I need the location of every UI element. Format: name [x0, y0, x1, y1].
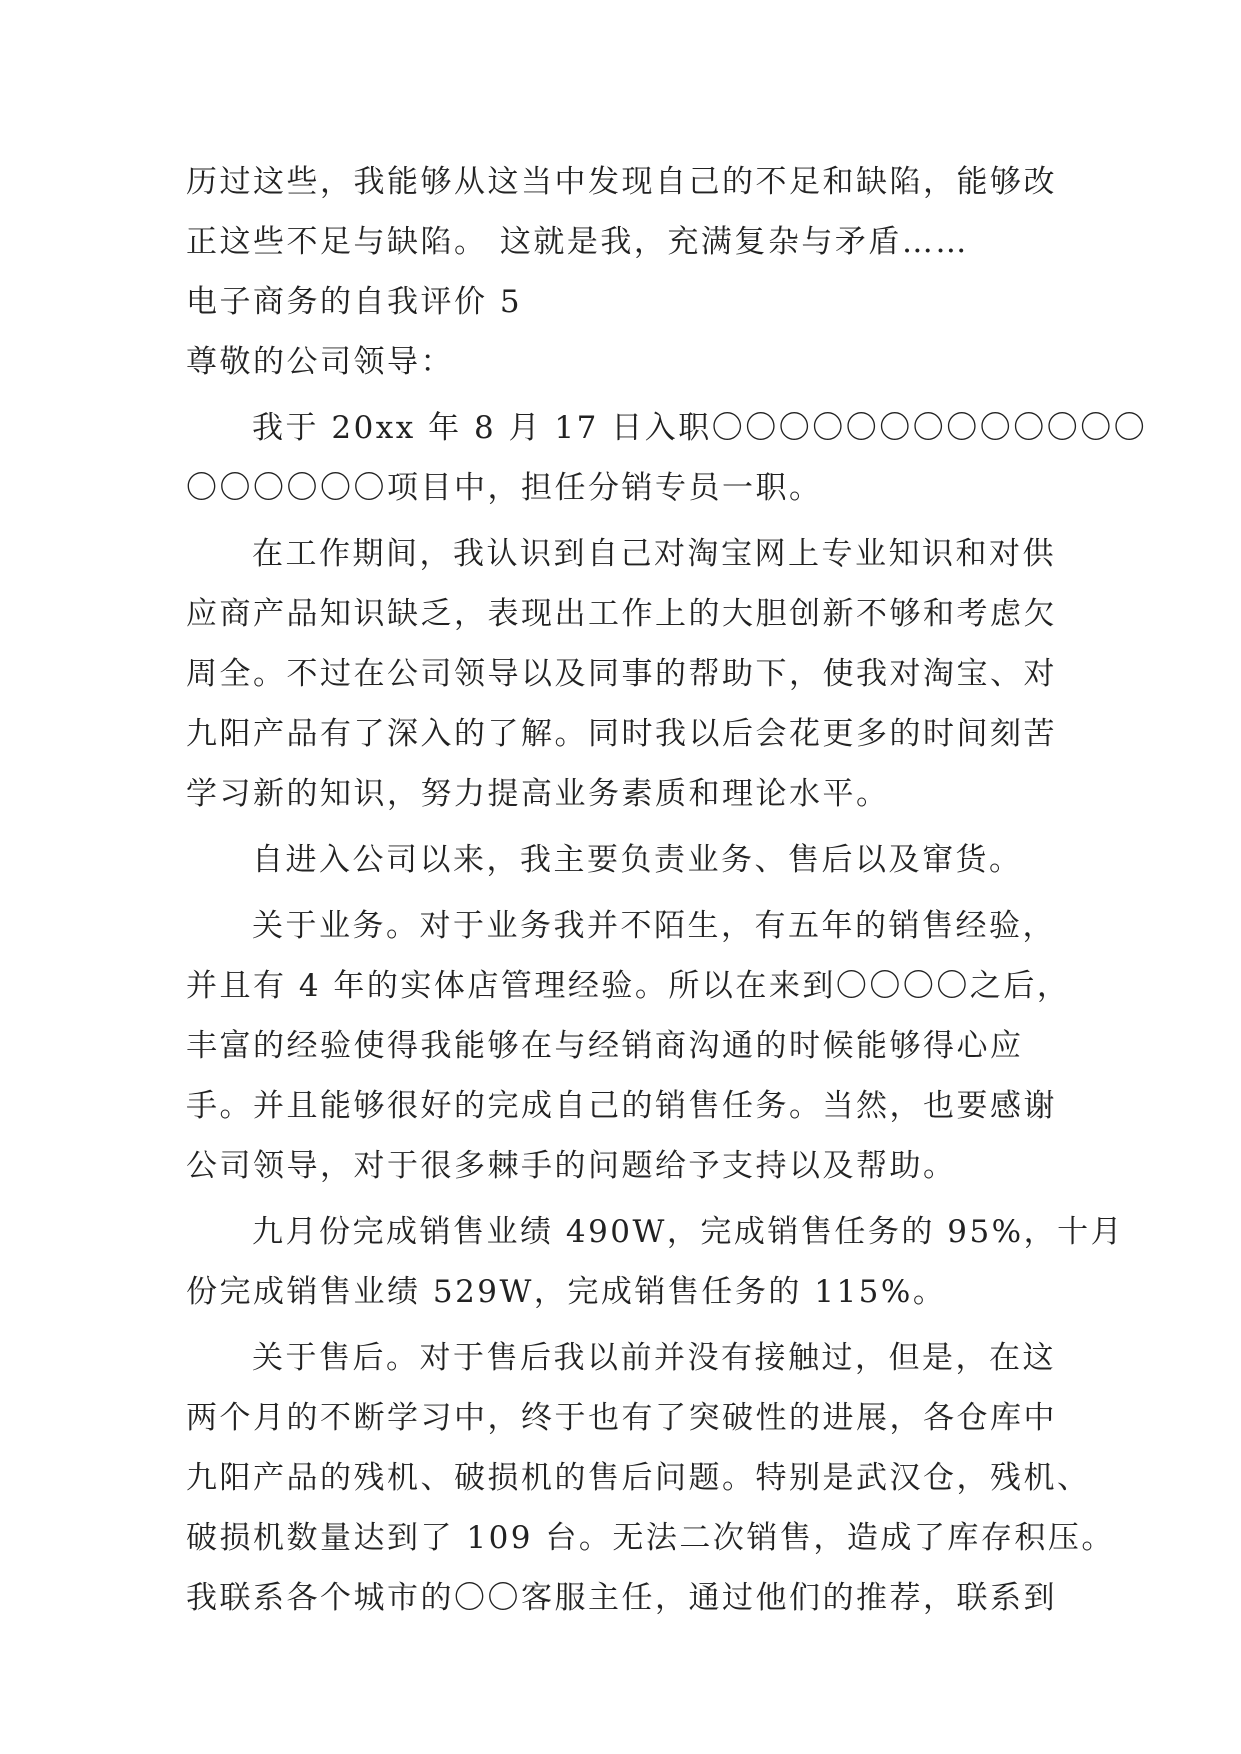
paragraph-start: 我于 20xx 年 8 月 17 日入职〇〇〇〇〇〇〇〇〇〇〇〇〇: [252, 410, 1148, 446]
paragraph-start: 九月份完成销售业绩 490W，完成销售任务的 95%，十月: [252, 1214, 1125, 1250]
text-line: 学习新的知识，努力提高业务素质和理论水平。: [186, 776, 890, 812]
text-line: 九阳产品有了深入的了解。同时我以后会花更多的时间刻苦: [186, 716, 1057, 752]
paragraph-start: 关于售后。对于售后我以前并没有接触过，但是，在这: [252, 1340, 1056, 1376]
salutation: 尊敬的公司领导：: [186, 344, 454, 380]
text-line: 应商产品知识缺乏，表现出工作上的大胆创新不够和考虑欠: [186, 596, 1057, 632]
paragraph-start: 关于业务。对于业务我并不陌生，有五年的销售经验，: [252, 908, 1056, 944]
text-line: 正这些不足与缺陷。 这就是我，充满复杂与矛盾……: [186, 224, 969, 260]
text-line: 〇〇〇〇〇〇项目中，担任分销专员一职。: [186, 470, 823, 506]
text-line: 历过这些，我能够从这当中发现自己的不足和缺陷，能够改: [186, 164, 1057, 200]
paragraph-start: 自进入公司以来，我主要负责业务、售后以及窜货。: [252, 842, 1023, 878]
text-line: 两个月的不断学习中，终于也有了突破性的进展，各仓库中: [186, 1400, 1057, 1436]
paragraph-start: 在工作期间，我认识到自己对淘宝网上专业知识和对供: [252, 536, 1056, 572]
document-body: [186, 152, 1148, 1628]
text-line: 丰富的经验使得我能够在与经销商沟通的时候能够得心应: [186, 1028, 1024, 1064]
text-line: 破损机数量达到了 109 台。无法二次销售，造成了库存积压。: [186, 1520, 1115, 1556]
text-line: 我联系各个城市的〇〇客服主任，通过他们的推荐，联系到: [186, 1580, 1057, 1616]
text-line: 公司领导，对于很多棘手的问题给予支持以及帮助。: [186, 1148, 957, 1184]
text-line: 份完成销售业绩 529W，完成销售任务的 115%。: [186, 1274, 947, 1310]
text-line: 并且有 4 年的实体店管理经验。所以在来到〇〇〇〇之后，: [186, 968, 1071, 1004]
text-line: 周全。不过在公司领导以及同事的帮助下，使我对淘宝、对: [186, 656, 1057, 692]
section-heading: 电子商务的自我评价 5: [186, 284, 523, 320]
text-line: 九阳产品的残机、破损机的售后问题。特别是武汉仓，残机、: [186, 1460, 1091, 1496]
text-line: 手。并且能够很好的完成自己的销售任务。当然，也要感谢: [186, 1088, 1057, 1124]
